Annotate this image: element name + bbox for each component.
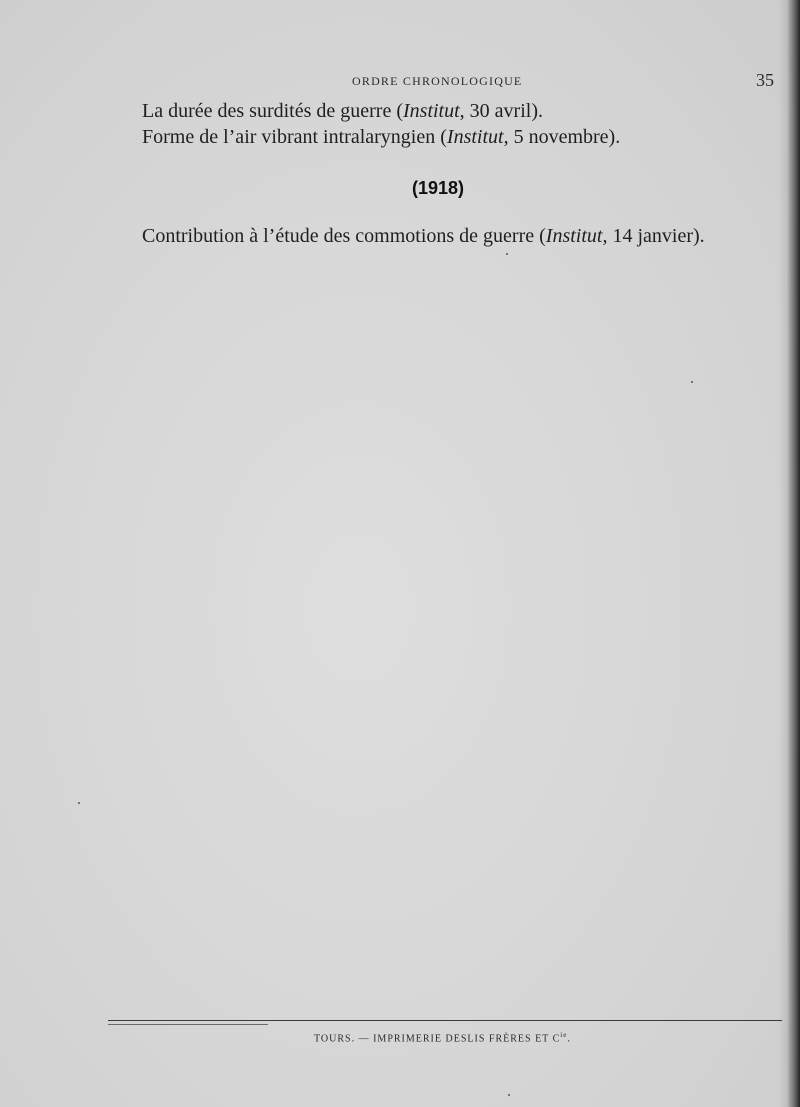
entry-source: Institut	[446, 126, 504, 148]
entry-date: , 5 novembre).	[503, 126, 621, 148]
imprint-superscript: ie	[560, 1031, 568, 1039]
entry-date: , 30 avril).	[459, 100, 543, 122]
paper-speck	[508, 1094, 510, 1096]
printer-imprint	[314, 1031, 571, 1044]
year-heading-1918: (1918)	[412, 178, 465, 198]
entry-text: Contribution à l’étude des commotions de guerre (	[142, 225, 546, 247]
entry-text: La durée des surdités de guerre (	[142, 100, 403, 122]
imprint-period: .	[567, 1033, 571, 1045]
page-edge-shadow	[778, 0, 800, 1107]
paper-speck	[691, 381, 693, 383]
entry-date: , 14 janvier).	[602, 225, 705, 247]
imprint-text: TOURS. — IMPRIMERIE DESLIS FRÈRES ET C	[314, 1033, 561, 1045]
entry-durée-surdités	[142, 100, 543, 123]
page-number: 35	[756, 70, 774, 90]
entry-forme-air-vibrant	[142, 126, 620, 149]
entry-source: Institut	[545, 225, 603, 247]
entry-commotions-guerre	[142, 225, 705, 248]
paper-speck	[506, 253, 508, 255]
footer-rule-short	[108, 1024, 268, 1025]
running-title: ORDRE CHRONOLOGIQUE	[352, 74, 523, 88]
entry-source: Institut	[403, 100, 460, 122]
entry-text: Forme de l’air vibrant intralaryngien (	[142, 126, 447, 148]
footer-rule	[108, 1020, 782, 1021]
paper-speck	[78, 802, 80, 804]
